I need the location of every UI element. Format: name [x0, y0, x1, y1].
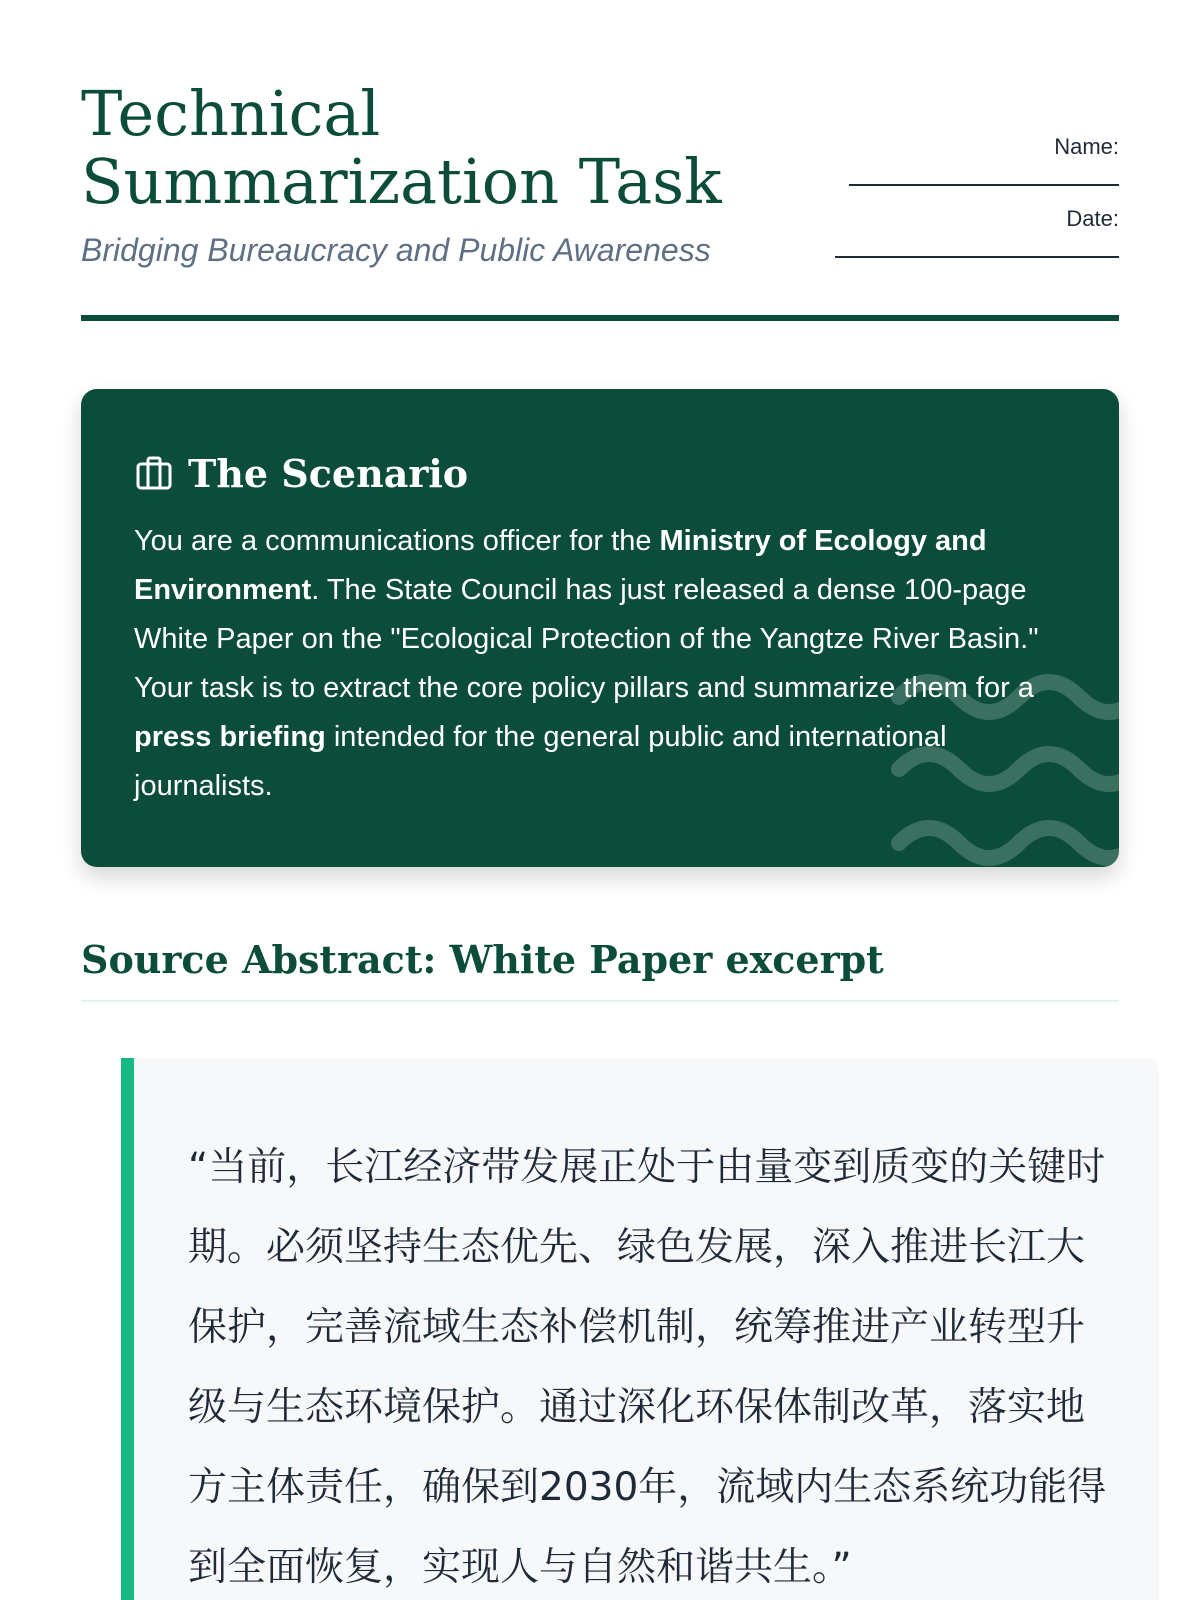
- press-briefing-emphasis: press briefing: [134, 721, 326, 753]
- student-info: [829, 132, 1119, 276]
- briefcase-icon: [134, 453, 174, 493]
- scenario-text-part: You are a communications officer for the: [134, 525, 660, 557]
- quote-text: “当前，长江经济带发展正处于由量变到质变的关键时期。必须坚持生态优先、绿色发展，深入推进长江大保护，完善流域生态补偿机制，统筹推进产业转型升级与生态环境保护。通过深化环保体制改革，落实地方主体责任，确保到2030年，流域内生态系统功能得到全面恢复，实现人与自然和谐共生。”: [188, 1145, 1107, 1590]
- scenario-title: The Scenario: [188, 450, 469, 496]
- source-heading: Source Abstract: White Paper excerpt: [81, 934, 1119, 1002]
- scenario-card: [81, 389, 1119, 867]
- scenario-header: [134, 445, 1066, 501]
- scenario-text-part: intended for the general public and international journalists.: [134, 721, 947, 802]
- date-row: [829, 204, 1119, 276]
- scenario-text-part: . The State Council has just released a dense 100-page White Paper on the "Ecological Protection of the Yangtze River Basin." Your task is to extract the core policy pillars and summarize them for a: [134, 574, 1039, 704]
- scenario-description: [134, 517, 1064, 811]
- ministry-name: Ministry of Ecology and Environment: [134, 525, 987, 606]
- name-label: Name:: [1054, 134, 1119, 159]
- page-header: [81, 0, 1119, 321]
- page-title: Technical Summarization Task: [81, 77, 722, 218]
- page-subtitle: Bridging Bureaucracy and Public Awareness: [81, 232, 711, 268]
- source-quote: [121, 1058, 1159, 1600]
- date-label: Date:: [1066, 206, 1119, 231]
- date-blank-line[interactable]: [835, 234, 1119, 258]
- name-row: [829, 132, 1119, 204]
- name-blank-line[interactable]: [849, 162, 1119, 186]
